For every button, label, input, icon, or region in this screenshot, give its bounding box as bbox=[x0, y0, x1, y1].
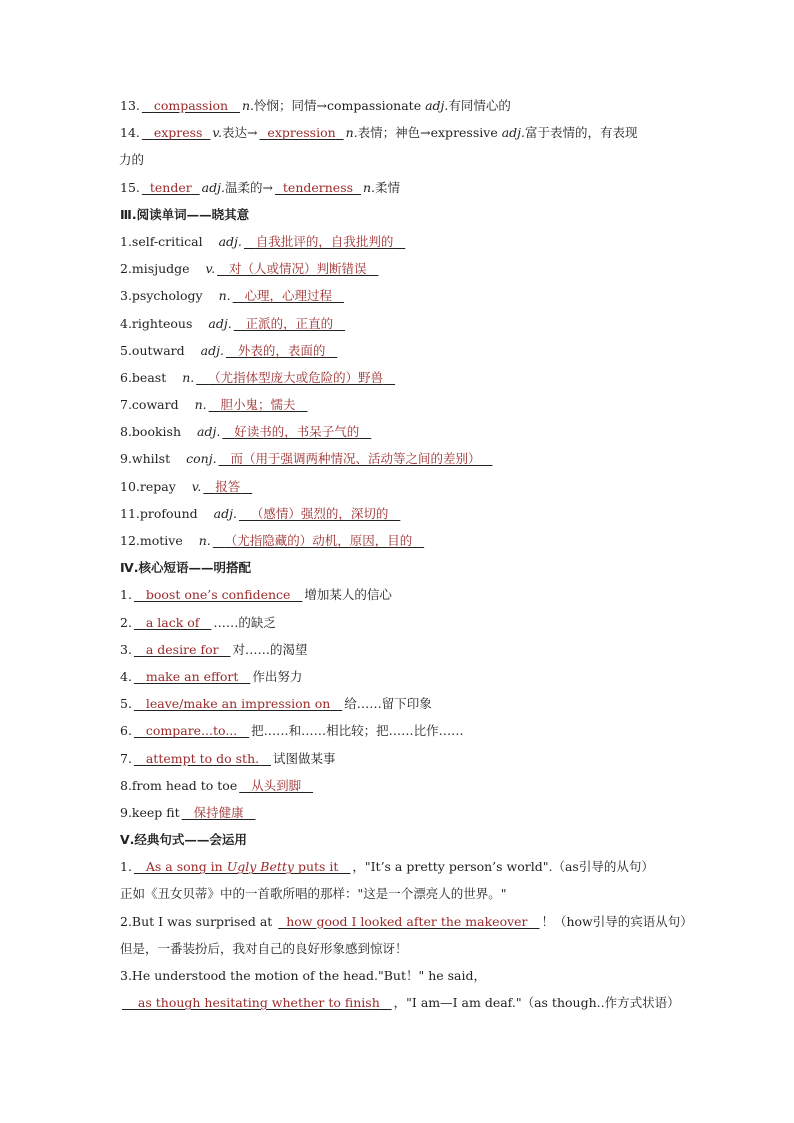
sentence-2: 2.But I was surprised at how good I looked after the makeover ！（how引导的宾语从句） bbox=[120, 913, 693, 929]
word: 6.beast bbox=[120, 369, 167, 385]
answer: 自我批评的，自我批判的 bbox=[255, 233, 394, 249]
item-number: 6. bbox=[120, 723, 132, 739]
vocab-item-13: 13. compassion n.怜悯；同情→compassionate adj.有同情心的 bbox=[120, 98, 511, 113]
answer: express bbox=[153, 125, 203, 141]
part-of-speech: n. bbox=[182, 369, 195, 385]
item-number: 1. bbox=[120, 587, 132, 603]
phrase-item bbox=[120, 799, 680, 826]
reading-word-item bbox=[120, 473, 680, 500]
reading-word-item bbox=[120, 282, 680, 309]
word: 7.coward bbox=[120, 397, 179, 413]
phrase-item bbox=[120, 663, 680, 690]
meaning: 把……和……相比较；把……比作…… bbox=[251, 723, 464, 739]
phrase-item bbox=[120, 745, 680, 772]
section-3-heading: Ⅲ.阅读单词——晓其意 bbox=[120, 206, 250, 222]
part-of-speech: adj. bbox=[213, 505, 237, 521]
word: 1.self-critical bbox=[120, 233, 203, 249]
word: 11.profound bbox=[120, 505, 198, 521]
item-number: 3. bbox=[120, 641, 132, 657]
answer: compare...to... bbox=[145, 723, 238, 739]
answer: boost one’s confidence bbox=[145, 587, 291, 603]
worksheet-page bbox=[119, 92, 693, 1016]
answer: As a song in Ugly Betty puts it bbox=[145, 859, 339, 875]
section-5-heading: Ⅴ.经典句式——会运用 bbox=[120, 832, 247, 848]
answer: a desire for bbox=[145, 641, 219, 657]
sentence-1: 1. As a song in Ugly Betty puts it ，"It’s a pretty person’s world".（as引导的从句） bbox=[120, 859, 654, 875]
answer: 外表的，表面的 bbox=[237, 342, 326, 358]
word: 12.motive bbox=[120, 533, 183, 548]
part-of-speech: conj. bbox=[186, 451, 217, 467]
word: 9.whilst bbox=[120, 451, 171, 467]
answer: 心理，心理过程 bbox=[244, 288, 333, 304]
answer: tenderness bbox=[282, 179, 354, 195]
meaning: 怜悯；同情→compassionate bbox=[254, 98, 426, 113]
part-of-speech: n. bbox=[218, 288, 231, 304]
word: 4.righteous bbox=[120, 315, 193, 331]
part-of-speech: adj. bbox=[218, 233, 242, 249]
reading-word-item bbox=[120, 500, 680, 527]
phrases-list bbox=[120, 581, 680, 826]
part-of-speech: v. bbox=[191, 478, 202, 494]
answer: 从头到脚 bbox=[251, 777, 302, 793]
answer: a lack of bbox=[145, 614, 200, 630]
word: 3.psychology bbox=[120, 288, 203, 304]
answer: as though hesitating whether to finish bbox=[137, 995, 380, 1011]
word: 10.repay bbox=[120, 478, 176, 494]
part-of-speech: n. bbox=[198, 533, 211, 548]
answer: tender bbox=[149, 179, 192, 195]
meaning: 增加某人的信心 bbox=[304, 587, 392, 603]
answer: （尤指体型庞大或危险的）野兽 bbox=[208, 369, 384, 385]
vocab-item-14: 14. express v.表达→ expression n.表情；神色→expressive adj.富于表情的，有表现 bbox=[120, 125, 638, 141]
phrase-item bbox=[120, 690, 680, 717]
part-of-speech: adj. bbox=[197, 424, 221, 440]
reading-word-item bbox=[120, 310, 680, 337]
answer: 正派的，正直的 bbox=[245, 315, 334, 331]
answer: attempt to do sth. bbox=[145, 750, 260, 766]
phrase-item bbox=[120, 772, 680, 799]
reading-word-item bbox=[120, 527, 680, 554]
item-number: 7. bbox=[120, 750, 132, 766]
reading-word-item bbox=[120, 445, 680, 472]
sentence-3: 3.He understood the motion of the head."But！" he said， bbox=[120, 968, 486, 983]
answer: 好读书的，书呆子气的 bbox=[234, 424, 360, 440]
part-of-speech: adj. bbox=[200, 342, 224, 358]
answer: 保持健康 bbox=[193, 804, 244, 820]
item-number: 8.from head to toe bbox=[120, 777, 238, 793]
reading-word-item bbox=[120, 364, 680, 391]
meaning: 对……的渴望 bbox=[232, 641, 308, 657]
reading-word-item bbox=[120, 418, 680, 445]
word: 2.misjudge bbox=[120, 261, 190, 277]
sentence-1-translation: 正如《丑女贝蒂》中的一首歌所唱的那样："这是一个漂亮人的世界。" bbox=[120, 886, 507, 902]
answer: （尤指隐藏的）动机，原因，目的 bbox=[224, 533, 413, 548]
part-of-speech: n. bbox=[194, 397, 207, 413]
answer: make an effort bbox=[145, 668, 239, 684]
vocab-item-14-cont: 力的 bbox=[119, 152, 145, 168]
phrase-item bbox=[120, 609, 680, 636]
word: 5.outward bbox=[120, 342, 185, 358]
answer: leave/make an impression on bbox=[145, 696, 331, 712]
phrase-item bbox=[120, 717, 680, 744]
reading-word-item bbox=[120, 228, 680, 255]
sentence-3-cont: as though hesitating whether to finish ，"I am—I am deaf."（as though..作方式状语） bbox=[120, 989, 680, 1016]
answer: （感情）强烈的，深切的 bbox=[250, 505, 389, 521]
meaning: ……的缺乏 bbox=[213, 614, 276, 630]
reading-word-item bbox=[120, 337, 680, 364]
part-of-speech: adj. bbox=[208, 315, 232, 331]
meaning: 给……留下印象 bbox=[344, 696, 432, 712]
phrase-item bbox=[120, 636, 680, 663]
answer: 而（用于强调两种情况、活动等之间的差别） bbox=[230, 451, 481, 467]
answer: 胆小鬼；懦夫 bbox=[220, 397, 296, 413]
answer: 对（人或情况）判断错误 bbox=[229, 261, 367, 277]
item-number: 9.keep fit bbox=[120, 804, 180, 820]
reading-word-item bbox=[120, 391, 680, 418]
sentence-2-translation: 但是，一番装扮后，我对自己的良好形象感到惊讶！ bbox=[120, 940, 408, 956]
meaning: 作出努力 bbox=[252, 668, 303, 684]
item-number: 4. bbox=[120, 668, 132, 684]
answer: compassion bbox=[153, 98, 229, 113]
part-of-speech: n. bbox=[241, 98, 255, 113]
word: 8.bookish bbox=[120, 424, 182, 440]
item-number: 13. bbox=[120, 98, 140, 113]
part-of-speech: v. bbox=[205, 261, 216, 277]
vocab-item-15: 15. tender adj.温柔的→ tenderness n.柔情 bbox=[120, 179, 401, 195]
section-4-heading: Ⅳ.核心短语——明搭配 bbox=[120, 560, 251, 576]
answer: how good I looked after the makeover bbox=[286, 913, 528, 929]
answer: expression bbox=[267, 125, 336, 141]
item-number: 2. bbox=[120, 614, 132, 630]
meaning: 试图做某事 bbox=[273, 750, 336, 766]
answer: 报答 bbox=[215, 478, 241, 494]
phrase-item bbox=[120, 581, 680, 608]
reading-word-item bbox=[120, 255, 680, 282]
item-number: 5. bbox=[120, 696, 132, 712]
reading-words-list bbox=[120, 228, 680, 554]
